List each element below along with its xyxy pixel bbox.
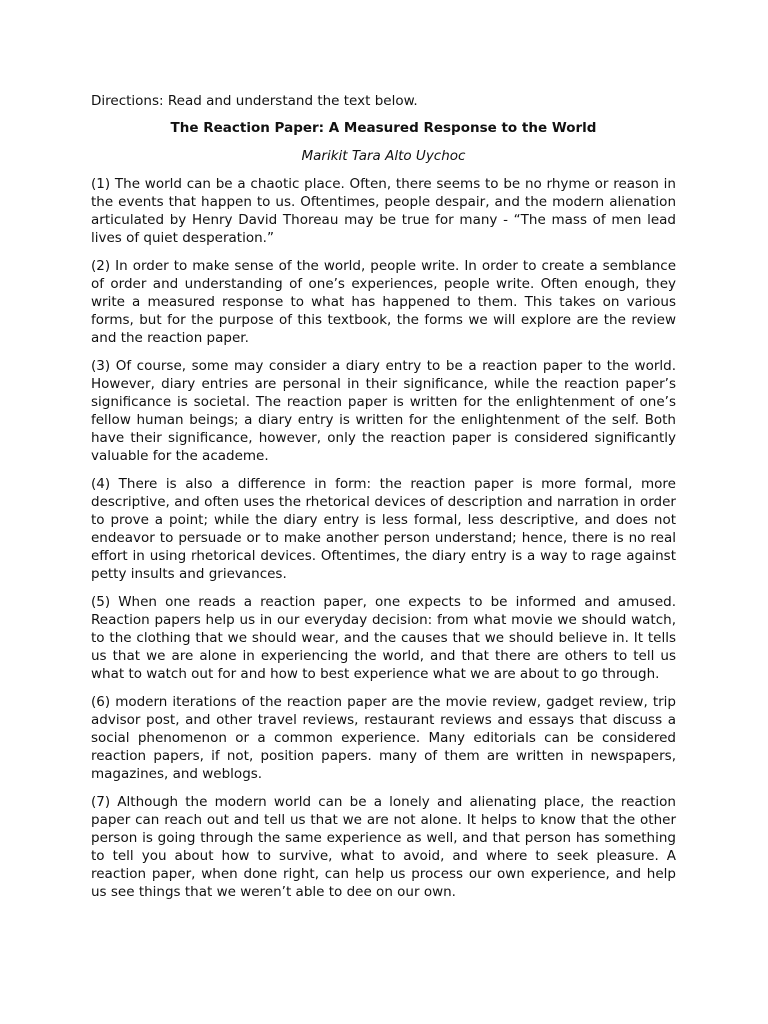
paragraph-4: (4) There is also a difference in form: the reaction paper is more formal, more descriptive, and often uses the rhetorical devices of description and narration in order to prove a point; while the diary entry is less formal, less descriptive, and does not endeavor to persuade or to make another person understand; hence, there is no real effort in using rhetorical devices. Oftentimes, the diary entry is a way to rage against petty insults and grievances. bbox=[91, 476, 676, 582]
document-title: The Reaction Paper: A Measured Response to the World bbox=[170, 120, 597, 136]
paragraph-5: (5) When one reads a reaction paper, one expects to be informed and amused. Reaction papers help us in our everyday decision: from what movie we should watch, to the clothing that we should wear, and the causes that we should believe in. It tells us that we are alone in experiencing the world, and that there are others to tell us what to watch out for and how to best experience what we are about to go through. bbox=[91, 594, 676, 682]
paragraph-3: (3) Of course, some may consider a diary entry to be a reaction paper to the world. However, diary entries are personal in their significance, while the reaction paper’s significance is societal. The reaction paper is written for the enlightenment of one’s fellow human beings; a diary entry is written for the enlightenment of the self. Both have their significance, however, only the reaction paper is considered significantly valuable for the academe. bbox=[91, 358, 676, 464]
document-page bbox=[91, 92, 676, 911]
paragraph-6: (6) modern iterations of the reaction paper are the movie review, gadget review, trip advisor post, and other travel reviews, restaurant reviews and essays that discuss a social phenomenon or a common experience. Many editorials can be considered reaction papers, if not, position papers. many of them are written in newspapers, magazines, and weblogs. bbox=[91, 694, 676, 782]
author-name: Marikit Tara Alto Uychoc bbox=[301, 148, 466, 164]
paragraph-7: (7) Although the modern world can be a lonely and alienating place, the reaction paper can reach out and tell us that we are not alone. It helps to know that the other person is going through the same experience as well, and that person has something to tell you about how to survive, what to avoid, and where to seek pleasure. A reaction paper, when done right, can help us process our own experience, and help us see things that we weren’t able to dee on our own. bbox=[91, 794, 676, 900]
paragraph-2: (2) In order to make sense of the world, people write. In order to create a semblance of order and understanding of one’s experiences, people write. Often enough, they write a measured response to what has happened to them. This takes on various forms, but for the purpose of this textbook, the forms we will explore are the review and the reaction paper. bbox=[91, 258, 676, 346]
directions-text: Directions: Read and understand the text below. bbox=[91, 93, 418, 109]
paragraph-1: (1) The world can be a chaotic place. Often, there seems to be no rhyme or reason in the events that happen to us. Oftentimes, people despair, and the modern alienation articulated by Henry David Thoreau may be true for many - “The mass of men lead lives of quiet desperation.” bbox=[91, 176, 676, 246]
